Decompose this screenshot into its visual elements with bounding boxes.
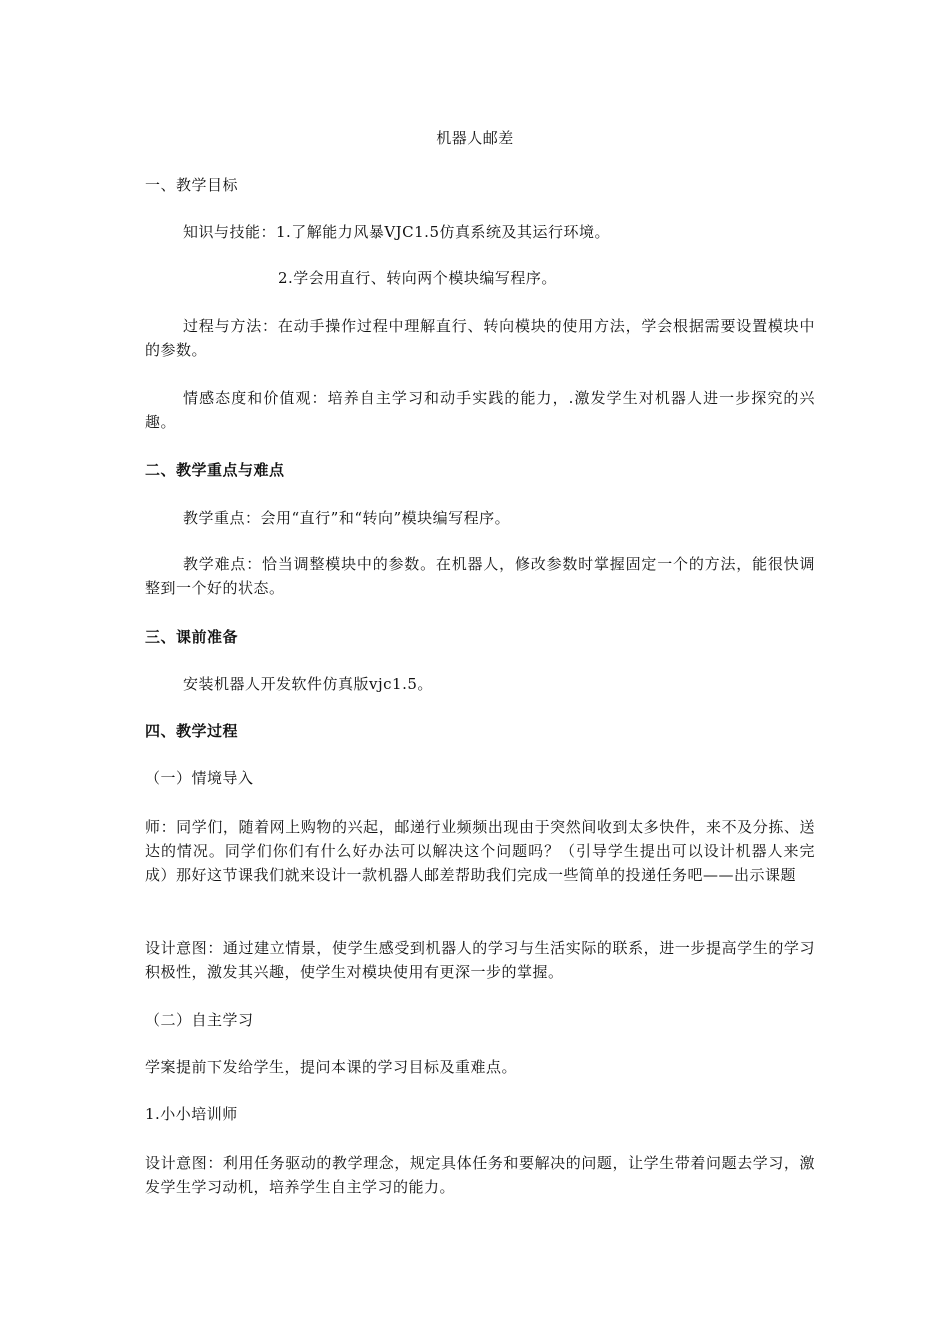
- document-title: 机器人邮差: [436, 129, 514, 147]
- paragraph-key-point: 教学重点：会用“直行”和“转向”模块编写程序。: [183, 509, 511, 527]
- paragraph-preparation: 安装机器人开发软件仿真版vjc1.5。: [183, 675, 433, 693]
- section-heading-preparation: 三、课前准备: [145, 628, 239, 646]
- paragraph-design-intent-2: 设计意图：利用任务驱动的教学理念，规定具体任务和要解决的问题，让学生带着问题去学习，激发学生学习动机，培养学生自主学习的能力。: [145, 1154, 815, 1196]
- paragraph-process-method: 过程与方法：在动手操作过程中理解直行、转向模块的使用方法，学会根据需要设置模块中的参数。: [145, 317, 815, 359]
- list-item-little-trainer: 1.小小培训师: [145, 1105, 238, 1123]
- paragraph-study-guide: 学案提前下发给学生，提问本课的学习目标及重难点。: [145, 1058, 518, 1076]
- section-heading-teaching-process: 四、教学过程: [145, 722, 239, 740]
- paragraph-knowledge-skills: 知识与技能：1.了解能力风暴VJC1.5仿真系统及其运行环境。: [183, 223, 610, 241]
- section-heading-key-points: 二、教学重点与难点: [145, 461, 285, 479]
- subheading-self-study: （二）自主学习: [145, 1011, 254, 1029]
- paragraph-emotion-values: 情感态度和价值观：培养自主学习和动手实践的能力，.激发学生对机器人进一步探究的兴趣。: [145, 389, 815, 431]
- subheading-situation-intro: （一）情境导入: [145, 769, 254, 787]
- paragraph-difficult-point: 教学难点：恰当调整模块中的参数。在机器人，修改参数时掌握固定一个的方法，能很快调整到一个好的状态。: [145, 555, 815, 597]
- paragraph-teacher-intro: 师：同学们，随着网上购物的兴起，邮递行业频频出现由于突然间收到太多快件，来不及分拣、送达的情况。同学们你们有什么好办法可以解决这个问题吗？（引导学生提出可以设计机器人来完成）那好这节课我们就来设计一款机器人邮差帮助我们完成一些简单的投递任务吧——出示课题: [145, 818, 815, 884]
- paragraph-knowledge-skills-2: 2.学会用直行、转向两个模块编写程序。: [278, 269, 557, 287]
- paragraph-design-intent-1: 设计意图：通过建立情景，使学生感受到机器人的学习与生活实际的联系，进一步提高学生的学习积极性，激发其兴趣，使学生对模块使用有更深一步的掌握。: [145, 939, 815, 981]
- section-heading-teaching-goals: 一、教学目标: [145, 176, 239, 194]
